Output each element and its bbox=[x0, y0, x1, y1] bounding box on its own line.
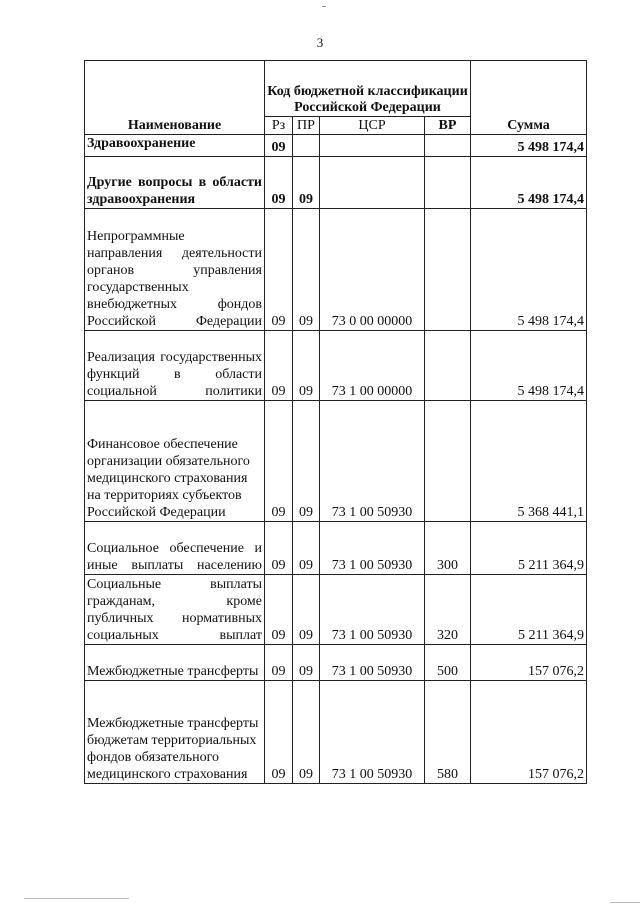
table-row bbox=[85, 575, 587, 645]
row-pr: 09 bbox=[293, 401, 320, 522]
table-row bbox=[85, 645, 587, 681]
table-row bbox=[85, 522, 587, 575]
row-vr bbox=[425, 401, 471, 522]
row-pr: 09 bbox=[293, 681, 320, 784]
scan-mark bbox=[322, 6, 326, 7]
row-vr bbox=[425, 331, 471, 401]
row-pr: 09 bbox=[293, 331, 320, 401]
row-name: Непрограммные направления деятельности органов управления государственных внебюджетных фондов Российской Федерации bbox=[85, 209, 265, 331]
row-name: Межбюджетные трансферты bbox=[85, 645, 265, 681]
table-row bbox=[85, 157, 587, 209]
row-sum: 5 498 174,4 bbox=[471, 135, 587, 157]
header-vr: ВР bbox=[425, 117, 471, 135]
row-name: Финансовое обеспечение организации обязательного медицинского страхования на территориях субъектов Российской Федерации bbox=[85, 401, 265, 522]
row-sum: 5 498 174,4 bbox=[471, 331, 587, 401]
row-rz: 09 bbox=[265, 331, 293, 401]
table-row bbox=[85, 331, 587, 401]
page-number: 3 bbox=[316, 35, 324, 50]
row-pr: 09 bbox=[293, 157, 320, 209]
row-rz: 09 bbox=[265, 209, 293, 331]
row-vr bbox=[425, 209, 471, 331]
row-pr: 09 bbox=[293, 645, 320, 681]
row-rz: 09 bbox=[265, 522, 293, 575]
scan-mark bbox=[24, 898, 129, 899]
header-sum: Сумма bbox=[471, 61, 587, 135]
row-rz: 09 bbox=[265, 401, 293, 522]
row-csr bbox=[320, 157, 425, 209]
row-name: Другие вопросы в области здравоохранения bbox=[85, 157, 265, 209]
row-csr bbox=[320, 135, 425, 157]
row-csr: 73 1 00 00000 bbox=[320, 331, 425, 401]
row-rz: 09 bbox=[265, 681, 293, 784]
row-pr: 09 bbox=[293, 575, 320, 645]
header-name: Наименование bbox=[85, 61, 265, 135]
row-sum: 5 368 441,1 bbox=[471, 401, 587, 522]
row-sum: 157 076,2 bbox=[471, 645, 587, 681]
row-vr: 320 bbox=[425, 575, 471, 645]
header-code: Код бюджетной классификации Российской Федерации bbox=[265, 61, 471, 117]
row-vr: 580 bbox=[425, 681, 471, 784]
row-csr: 73 1 00 50930 bbox=[320, 645, 425, 681]
row-sum: 5 498 174,4 bbox=[471, 209, 587, 331]
row-sum: 5 498 174,4 bbox=[471, 157, 587, 209]
row-rz: 09 bbox=[265, 157, 293, 209]
row-sum: 5 211 364,9 bbox=[471, 522, 587, 575]
row-csr: 73 1 00 50930 bbox=[320, 401, 425, 522]
row-vr bbox=[425, 135, 471, 157]
row-sum: 5 211 364,9 bbox=[471, 575, 587, 645]
row-pr: 09 bbox=[293, 209, 320, 331]
row-sum: 157 076,2 bbox=[471, 681, 587, 784]
row-name: Реализация государственных функций в области социальной политики bbox=[85, 331, 265, 401]
row-pr: 09 bbox=[293, 522, 320, 575]
row-name: Социальные выплаты гражданам, кроме публичных нормативных социальных выплат bbox=[85, 575, 265, 645]
table-row bbox=[85, 401, 587, 522]
row-vr: 500 bbox=[425, 645, 471, 681]
row-rz: 09 bbox=[265, 645, 293, 681]
row-csr: 73 1 00 50930 bbox=[320, 522, 425, 575]
row-csr: 73 1 00 50930 bbox=[320, 681, 425, 784]
table-row bbox=[85, 135, 587, 157]
row-vr bbox=[425, 157, 471, 209]
row-pr bbox=[293, 135, 320, 157]
row-name: Здравоохранение bbox=[85, 135, 265, 157]
row-csr: 73 1 00 50930 bbox=[320, 575, 425, 645]
row-name: Межбюджетные трансферты бюджетам территориальных фондов обязательного медицинского страхования bbox=[85, 681, 265, 784]
row-csr: 73 0 00 00000 bbox=[320, 209, 425, 331]
budget-table bbox=[84, 60, 587, 784]
row-rz: 09 bbox=[265, 575, 293, 645]
header-rz: Рз bbox=[265, 117, 293, 135]
row-vr: 300 bbox=[425, 522, 471, 575]
table-row bbox=[85, 209, 587, 331]
header-csr: ЦСР bbox=[320, 117, 425, 135]
row-name: Социальное обеспечение и иные выплаты населению bbox=[85, 522, 265, 575]
table-row bbox=[85, 681, 587, 784]
scan-mark bbox=[610, 902, 640, 903]
header-pr: ПР bbox=[293, 117, 320, 135]
row-rz: 09 bbox=[265, 135, 293, 157]
